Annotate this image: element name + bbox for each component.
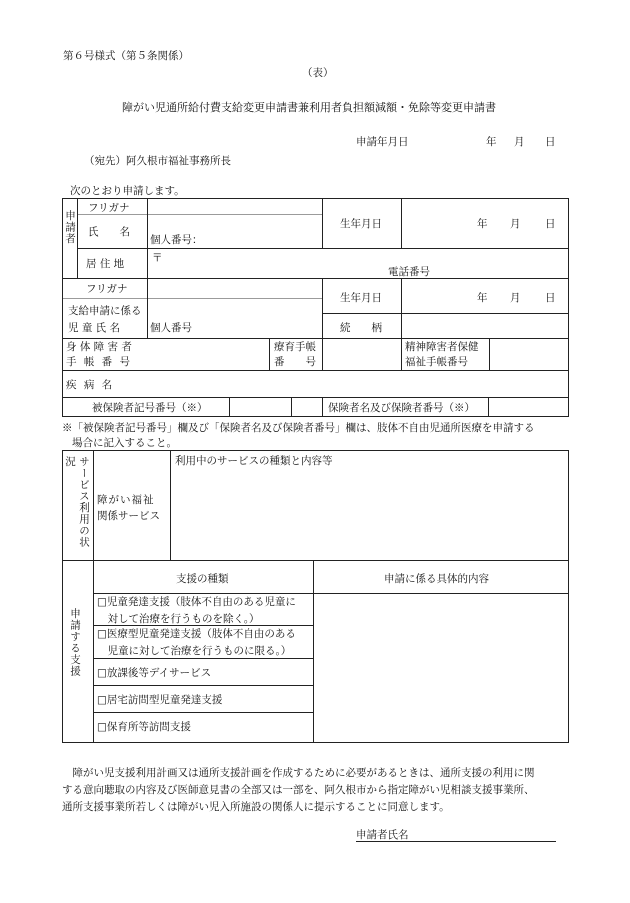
applicant-group-label: 申請者 — [64, 210, 76, 245]
insurer-label: 保険者名及び保険者番号（※） — [328, 402, 475, 414]
disease-label: 疾 病 名 — [66, 379, 115, 391]
child-name-label-line2: 児 童 氏 名 — [68, 322, 121, 334]
child-personal-number-field[interactable] — [205, 318, 321, 336]
physical-handbook-label-line1: 身 体 障 害 者 — [66, 341, 132, 353]
mental-handbook-field[interactable] — [490, 339, 567, 369]
applicant-name-field[interactable] — [148, 215, 321, 231]
insured-number-label: 被保険者記号番号（※） — [92, 402, 208, 414]
application-date-year: 年 — [486, 136, 497, 148]
support-item-nursery-visit-support[interactable]: □保育所等訪問支援 — [97, 721, 191, 733]
support-item-label-line2: 対して治療を行うものを除く。） — [97, 613, 260, 625]
support-item-child-development[interactable] — [97, 594, 313, 628]
relation-field[interactable] — [402, 314, 567, 337]
intro-text: 次のとおり申請します。 — [70, 185, 185, 197]
form-title: 障がい児通所給付費支給変更申請書兼利用者負担額減額・免除等変更申請書 — [122, 101, 496, 114]
applicant-birth-year: 年 — [477, 218, 488, 230]
support-item-home-visit-development[interactable]: □居宅訪問型児童発達支援 — [97, 694, 223, 706]
support-item-label-line1: □児童発達支援（肢体不自由のある児童に — [97, 596, 296, 608]
child-birth-label: 生年月日 — [340, 292, 382, 304]
applicant-personal-number-field[interactable] — [205, 231, 321, 247]
signature-line — [356, 841, 556, 842]
physical-handbook-label-line2: 手 帳 番 号 — [66, 356, 133, 368]
support-detail-field[interactable] — [314, 594, 567, 741]
support-type-header: 支援の種類 — [176, 573, 229, 585]
welfare-service-label-line2: 関係サービス — [97, 510, 160, 522]
applicant-address-field[interactable] — [165, 249, 385, 277]
addressee: （宛先）阿久根市福祉事務所長 — [84, 155, 231, 167]
phone-field[interactable] — [440, 262, 565, 277]
note-line1: ※「被保険者記号番号」欄及び「保険者名及び保険者番号」欄は、肢体不自由児通所医療を申請する — [62, 422, 535, 434]
applicant-personal-number-label: 個人番号： — [150, 234, 203, 246]
child-furigana-field[interactable] — [148, 279, 321, 297]
relation-label: 続 柄 — [340, 322, 382, 334]
welfare-service-label-line1: 障がい福祉 — [97, 494, 155, 506]
applicant-birth-field[interactable] — [402, 199, 567, 247]
applicant-name-label: 氏 名 — [88, 226, 130, 238]
child-birth-day: 日 — [545, 292, 556, 304]
applicant-birth-day: 日 — [545, 218, 556, 230]
support-detail-header: 申請に係る具体的内容 — [384, 573, 489, 585]
ryoiku-handbook-label-line1: 療育手帳 — [274, 341, 316, 353]
consent-line2: する意向聴取の内容及び医師意見書の全部又は一部を、阿久根市から指定障がい児相談支援事業所、 — [62, 784, 535, 796]
insured-number-field[interactable] — [230, 398, 290, 415]
consent-line3: 通所支援事業所若しくは障がい児入所施設の関係人に提示することに同意します。 — [62, 801, 450, 813]
page-side: （表） — [302, 67, 334, 79]
applicant-birth-month: 月 — [510, 218, 521, 230]
mental-handbook-label-line1: 精神障害者保健 — [405, 341, 479, 353]
applicant-furigana-label: フリガナ — [88, 202, 130, 214]
support-item-medical-child-development[interactable] — [97, 626, 313, 660]
support-group-label: 申請する支援 — [69, 608, 81, 677]
postal-mark: 〒 — [152, 252, 163, 264]
service-content-field[interactable] — [171, 468, 567, 559]
physical-handbook-field[interactable] — [148, 339, 268, 369]
application-date-month: 月 — [514, 136, 525, 148]
application-date-day: 日 — [545, 136, 556, 148]
mental-handbook-label-line2: 福祉手帳番号 — [405, 356, 468, 368]
disease-field[interactable] — [130, 371, 567, 396]
applicant-furigana-field[interactable] — [148, 199, 321, 214]
signature-label: 申請者氏名 — [356, 829, 409, 841]
child-personal-number-label: 個人番号 — [150, 322, 192, 334]
child-birth-month: 月 — [510, 292, 521, 304]
consent-line1: 障がい児支援利用計画又は通所支援計画を作成するために必要があるときは、通所支援の利用に関 — [62, 767, 535, 779]
service-usage-group-label: サービス利用の状況 — [64, 456, 90, 548]
service-content-label: 利用中のサービスの種類と内容等 — [175, 455, 333, 467]
support-item-label-line2: 児童に対して治療を行うものに限る。） — [97, 645, 292, 657]
insurer-field[interactable] — [489, 398, 567, 415]
ryoiku-handbook-field[interactable] — [323, 339, 400, 369]
applicant-address-label: 居 住 地 — [86, 258, 125, 270]
child-birth-year: 年 — [477, 292, 488, 304]
applicant-birth-label: 生年月日 — [340, 218, 382, 230]
child-birth-field[interactable] — [402, 279, 567, 312]
signature-field[interactable] — [410, 824, 556, 840]
phone-label: 電話番号 — [388, 266, 430, 278]
child-furigana-label: フリガナ — [86, 283, 128, 295]
child-name-label-line1: 支給申請に係る — [68, 305, 142, 317]
support-item-after-school-day-service[interactable]: □放課後等デイサービス — [97, 667, 212, 679]
note-line2: 場合に記入すること。 — [72, 437, 177, 449]
application-date-label: 申請年月日 — [356, 136, 409, 148]
ryoiku-handbook-label-line2: 番 号 — [274, 356, 316, 368]
support-item-label-line1: □医療型児童発達支援（肢体不自由のある — [97, 628, 296, 640]
form-number: 第６号様式（第５条関係） — [63, 50, 189, 62]
